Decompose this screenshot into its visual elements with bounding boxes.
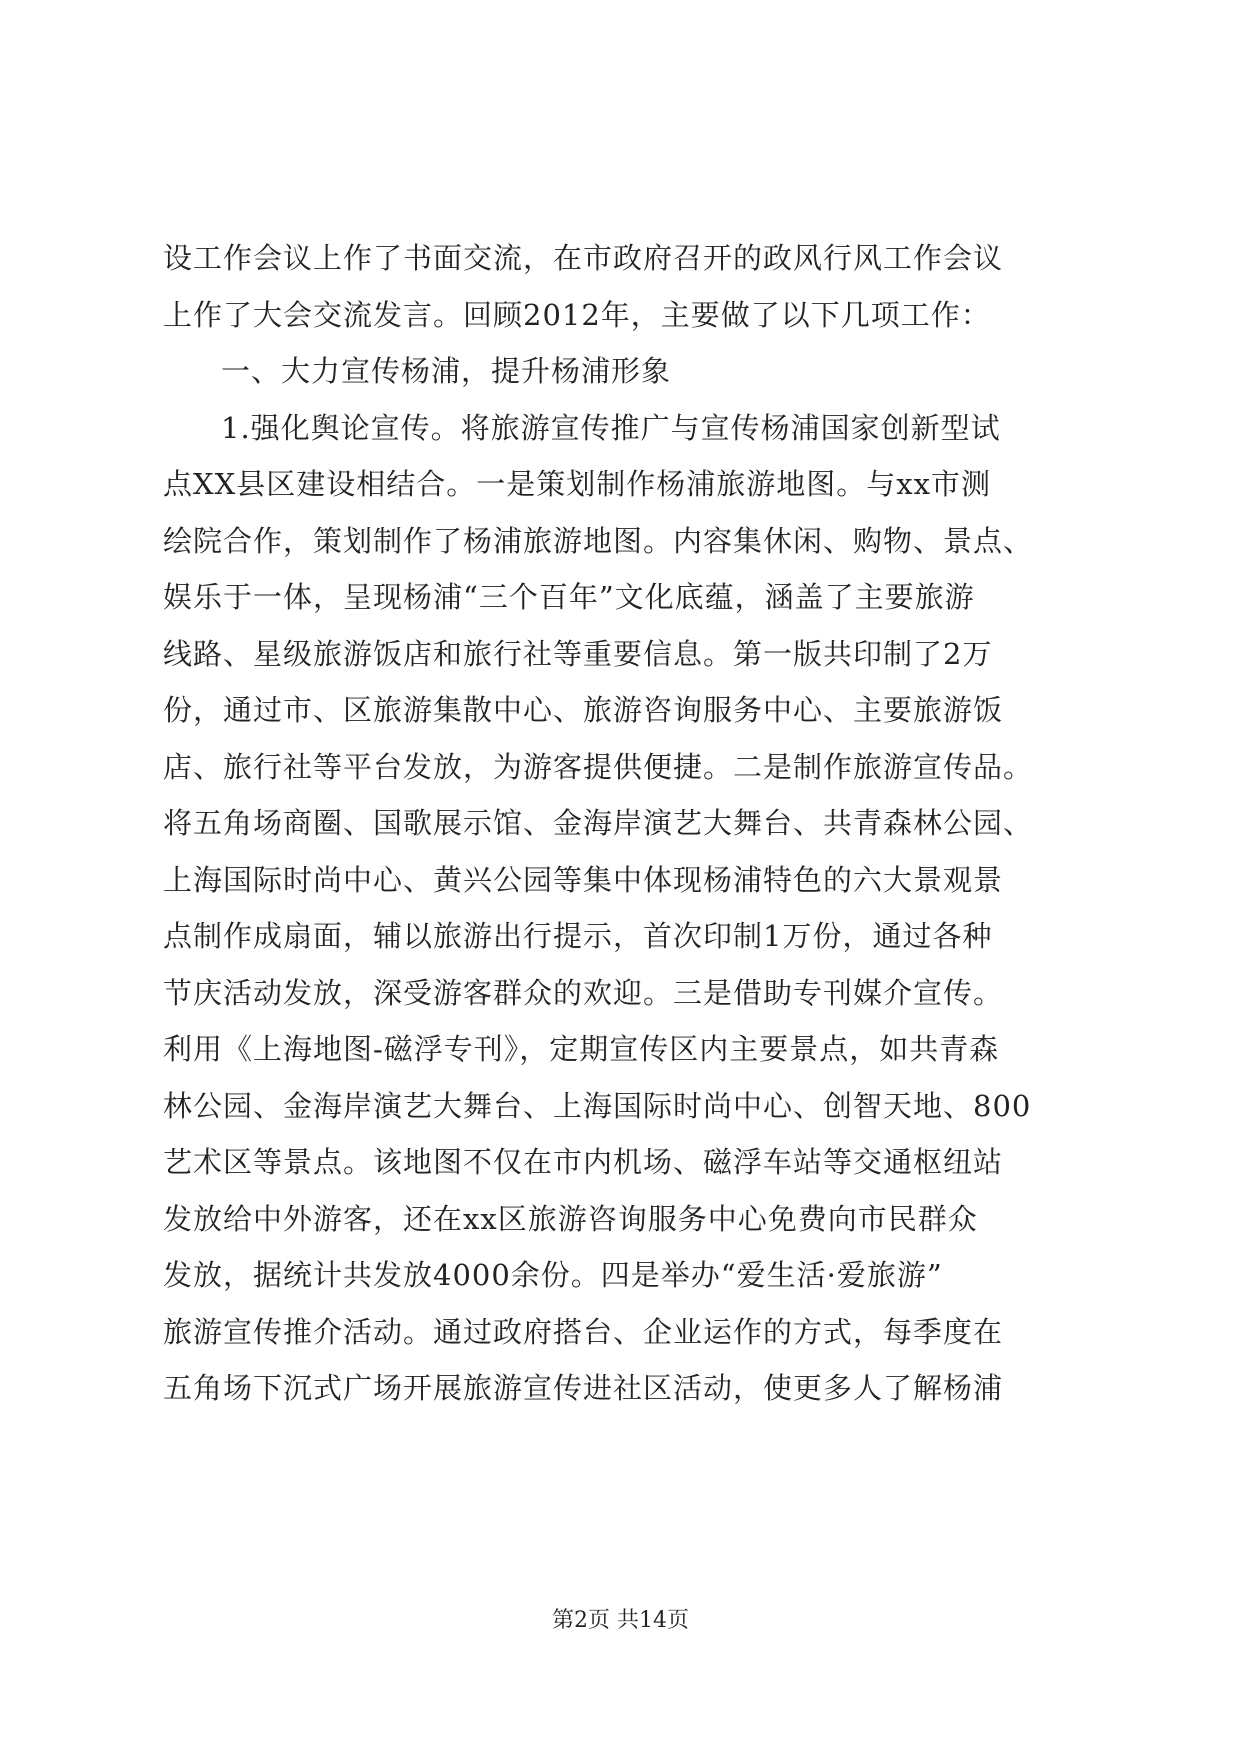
text-line: 店、旅行社等平台发放，为游客提供便捷。二是制作旅游宣传品。 bbox=[163, 749, 1034, 784]
text-line: 上作了大会交流发言。回顾2012年，主要做了以下几项工作： bbox=[163, 297, 991, 332]
text-line: 发放给中外游客，还在xx区旅游咨询服务中心免费向市民群众 bbox=[163, 1201, 978, 1236]
page-number-footer: 第2页 共14页 bbox=[552, 1608, 689, 1633]
text-line: 设工作会议上作了书面交流，在市政府召开的政风行风工作会议 bbox=[163, 241, 1004, 275]
text-line: 娱乐于一体，呈现杨浦“三个百年”文化底蕴，涵盖了主要旅游 bbox=[163, 580, 975, 614]
text-line: 节庆活动发放，深受游客群众的欢迎。三是借助专刊媒介宣传。 bbox=[163, 975, 1004, 1010]
paragraph-start-line: 1.强化舆论宣传。将旅游宣传推广与宣传杨浦国家创新型试 bbox=[221, 410, 1001, 445]
text-line: 点XX县区建设相结合。一是策划制作杨浦旅游地图。与xx市测 bbox=[163, 467, 992, 501]
text-line: 旅游宣传推介活动。通过政府搭台、企业运作的方式，每季度在 bbox=[163, 1314, 1004, 1349]
text-line: 份，通过市、区旅游集散中心、旅游咨询服务中心、主要旅游饭 bbox=[163, 693, 1004, 727]
text-line: 发放，据统计共发放4000余份。四是举办“爱生活·爱旅游” bbox=[163, 1258, 943, 1292]
text-line: 林公园、金海岸演艺大舞台、上海国际时尚中心、创智天地、800 bbox=[163, 1088, 1032, 1123]
text-line: 将五角场商圈、国歌展示馆、金海岸演艺大舞台、共青森林公园、 bbox=[163, 806, 1034, 840]
section-heading: 一、大力宣传杨浦，提升杨浦形象 bbox=[221, 354, 672, 388]
text-line: 点制作成扇面，辅以旅游出行提示，首次印制1万份，通过各种 bbox=[163, 919, 993, 953]
text-line: 线路、星级旅游饭店和旅行社等重要信息。第一版共印制了2万 bbox=[163, 636, 993, 671]
text-line: 绘院合作，策划制作了杨浦旅游地图。内容集休闲、购物、景点、 bbox=[163, 523, 1034, 558]
text-line: 艺术区等景点。该地图不仅在市内机场、磁浮车站等交通枢纽站 bbox=[163, 1145, 1004, 1179]
text-line: 利用《上海地图-磁浮专刊》，定期宣传区内主要景点，如共青森 bbox=[163, 1032, 1000, 1066]
text-line: 上海国际时尚中心、黄兴公园等集中体现杨浦特色的六大景观景 bbox=[163, 862, 1004, 897]
text-line: 五角场下沉式广场开展旅游宣传进社区活动，使更多人了解杨浦 bbox=[163, 1371, 1004, 1405]
body-text bbox=[163, 230, 1083, 1417]
